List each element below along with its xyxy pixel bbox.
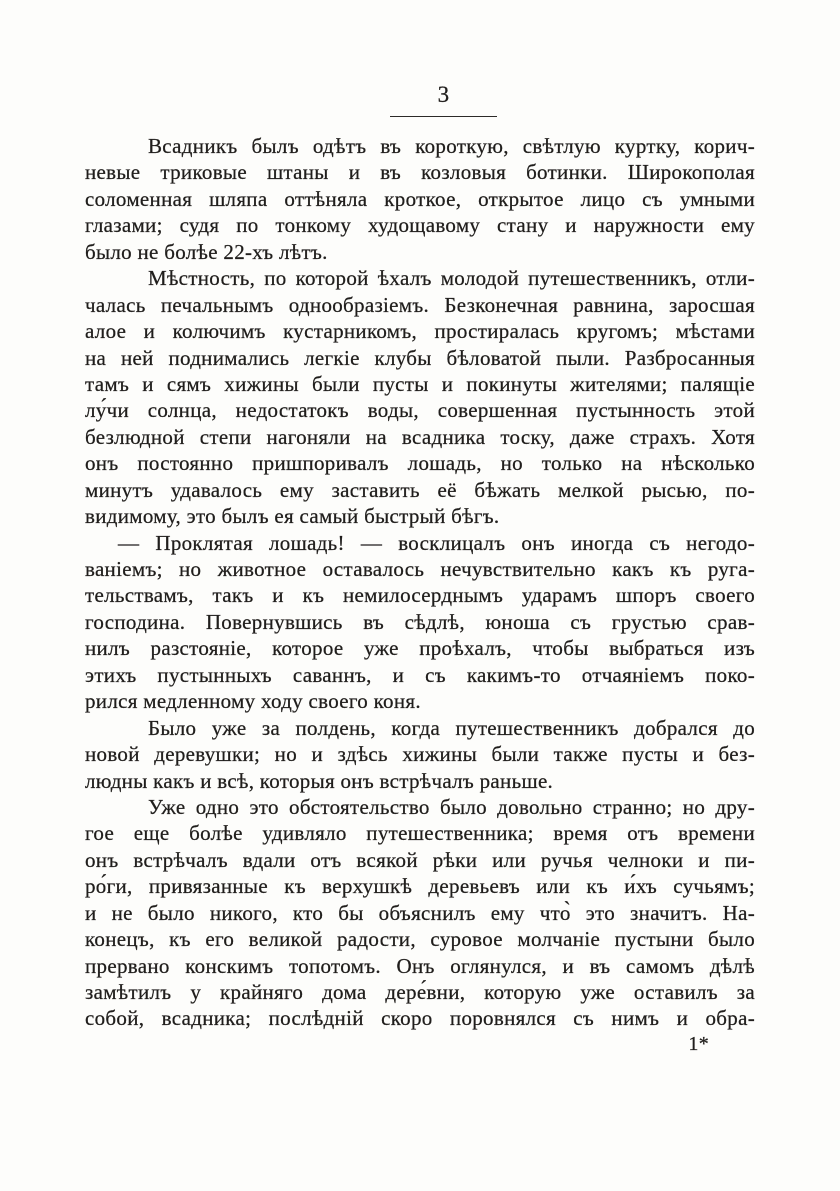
text-line: Уже одно это обстоятельство было довольно странно; но дру- [148,794,755,819]
text-line: нилъ разстояніе, которое уже проѣхалъ, чтобы выбраться изъ [85,636,755,661]
page-text [85,133,755,1032]
text-line: новой деревушки; но и здѣсь хижины были также пусты и без- [85,742,755,767]
text-line: соломенная шляпа оттѣняла кроткое, открытое лицо съ умными [85,186,755,211]
text-line: собой, всадника; послѣдній скоро поровнялся съ нимъ и обра- [85,1006,755,1031]
paragraph [85,133,755,265]
text-line: конецъ, къ его великой радости, суровое молчаніе пустыни было [85,927,755,952]
text-line: чалась печальнымъ однообразіемъ. Безконечная равнина, заросшая [85,292,755,317]
text-line: Было уже за полдень, когда путешественникъ добрался до [148,715,755,740]
text-line: глазами; судя по тонкому худощавому стану и наружности ему [85,213,755,238]
text-line: алое и колючимъ кустарникомъ, простиралась кругомъ; мѣстами [85,319,755,344]
text-line: невые триковые штаны и въ козловыя ботинки. Широкополая [85,160,755,185]
text-line: и не было никого, кто бы объяснилъ ему что̀ это значитъ. На- [85,900,755,925]
text-line: ваніемъ; но животное оставалось нечувствительно какъ къ руга- [85,557,755,581]
text-line: онъ постоянно пришпоривалъ лошадь, но только на нѣсколько [85,451,755,476]
signature-mark: 1* [688,1033,709,1055]
text-line: на ней поднимались легкіе клубы бѣловатой пыли. Разбросанныя [85,345,755,370]
text-line: тамъ и сямъ хижины были пусты и покинуты жителями; палящіе [85,371,755,396]
text-line: видимому, это былъ ея самый быстрый бѣгъ. [85,504,500,529]
text-line: лу́чи солнца, недостатокъ воды, совершенная пустынность этой [85,398,755,423]
text-line: гое еще болѣе удивляло путешественника; время отъ времени [85,821,755,846]
text-line: безлюдной степи нагоняли на всадника тоску, даже страхъ. Хотя [85,424,755,449]
text-line: рился медленному ходу своего коня. [85,689,421,714]
page-number: 3 [437,82,450,107]
text-line: людны какъ и всѣ, которыя онъ встрѣчалъ раньше. [85,768,554,793]
paragraph [85,530,755,715]
text-line: минутъ удавалось ему заставить её бѣжать мелкой рысью, по- [85,477,755,502]
text-line: ро́ги, привязанные къ верхушкѣ деревьевъ или къ и́хъ сучьямъ; [85,874,755,899]
header-rule [390,116,497,117]
text-line: господина. Повернувшись въ сѣдлѣ, юноша съ грустью срав- [85,609,755,634]
text-line: прервано конскимъ топотомъ. Онъ оглянулся, и въ самомъ дѣлѣ [85,953,755,978]
text-line: тельствамъ, такъ и къ немилосерднымъ ударамъ шпоръ своего [85,583,755,608]
paragraph [85,794,755,1032]
text-line: было не болѣе 22-хъ лѣтъ. [85,239,328,264]
paragraph [85,715,755,794]
text-line: этихъ пустынныхъ саваннъ, и съ какимъ-то отчаяніемъ поко- [85,662,755,687]
text-line: Всадникъ былъ одѣтъ въ короткую, свѣтлую куртку, корич- [148,134,755,158]
text-line: онъ встрѣчалъ вдали отъ всякой рѣки или ручья челноки и пи- [85,847,755,872]
text-line: — Проклятая лошадь! — восклицалъ онъ иногда съ негодо- [118,530,755,555]
paragraph [85,265,755,529]
text-line: Мѣстность, по которой ѣхалъ молодой путешественникъ, отли- [148,266,755,291]
text-line: замѣтилъ у крайняго дома дере́вни, которую уже оставилъ за [85,980,755,1004]
